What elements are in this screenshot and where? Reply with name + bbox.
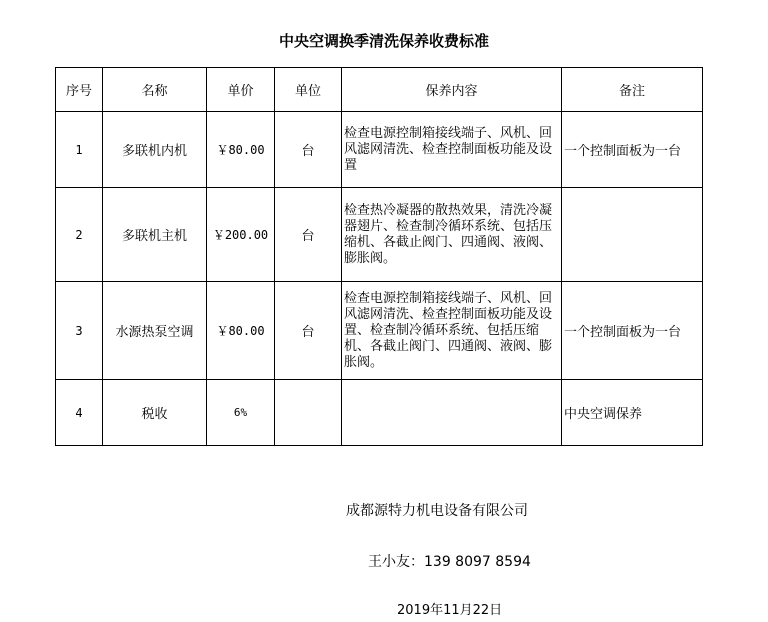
page-title: 中央空调换季清洗保养收费标准	[278, 32, 489, 50]
row-price: ￥80.00	[207, 282, 275, 380]
row-content: 检查热冷凝器的散热效果，清洗冷凝器翅片、检查制冷循环系统、包括压缩机、各截止阀门、四通阀、液阀、膨胀阀。	[342, 188, 562, 282]
pricing-table	[55, 67, 703, 446]
row-no: 3	[56, 282, 103, 380]
row-unit	[275, 380, 342, 446]
row-unit: 台	[275, 188, 342, 282]
row-no: 4	[56, 380, 103, 446]
header-no: 序号	[56, 68, 103, 112]
row-price: 6%	[207, 380, 275, 446]
row-name: 水源热泵空调	[103, 282, 207, 380]
company-name: 成都源特力机电设备有限公司	[346, 503, 528, 519]
table-header-row	[56, 68, 703, 112]
row-remark: 一个控制面板为一台	[562, 112, 703, 188]
header-unit: 单位	[275, 68, 342, 112]
header-name: 名称	[103, 68, 207, 112]
table-row	[56, 282, 703, 380]
row-unit: 台	[275, 282, 342, 380]
row-unit: 台	[275, 112, 342, 188]
row-remark: 一个控制面板为一台	[562, 282, 703, 380]
row-no: 1	[56, 112, 103, 188]
document-date: 2019年11月22日	[397, 603, 503, 618]
row-content: 检查电源控制箱接线端子、风机、回风滤网清洗、检查控制面板功能及设置、检查制冷循环系统、包括压缩机、各截止阀门、四通阀、液阀、膨胀阀。	[342, 282, 562, 380]
header-price: 单价	[207, 68, 275, 112]
table-row	[56, 188, 703, 282]
header-remark: 备注	[562, 68, 703, 112]
row-content	[342, 380, 562, 446]
row-content: 检查电源控制箱接线端子、风机、回风滤网清洗、检查控制面板功能及设置	[342, 112, 562, 188]
row-name: 税收	[103, 380, 207, 446]
header-content: 保养内容	[342, 68, 562, 112]
row-remark	[562, 188, 703, 282]
row-no: 2	[56, 188, 103, 282]
row-price: ￥80.00	[207, 112, 275, 188]
row-price: ￥200.00	[207, 188, 275, 282]
row-remark: 中央空调保养	[562, 380, 703, 446]
table-row	[56, 112, 703, 188]
table-row	[56, 380, 703, 446]
row-name: 多联机内机	[103, 112, 207, 188]
contact-info: 王小友：139 8097 8594	[368, 554, 531, 570]
row-name: 多联机主机	[103, 188, 207, 282]
